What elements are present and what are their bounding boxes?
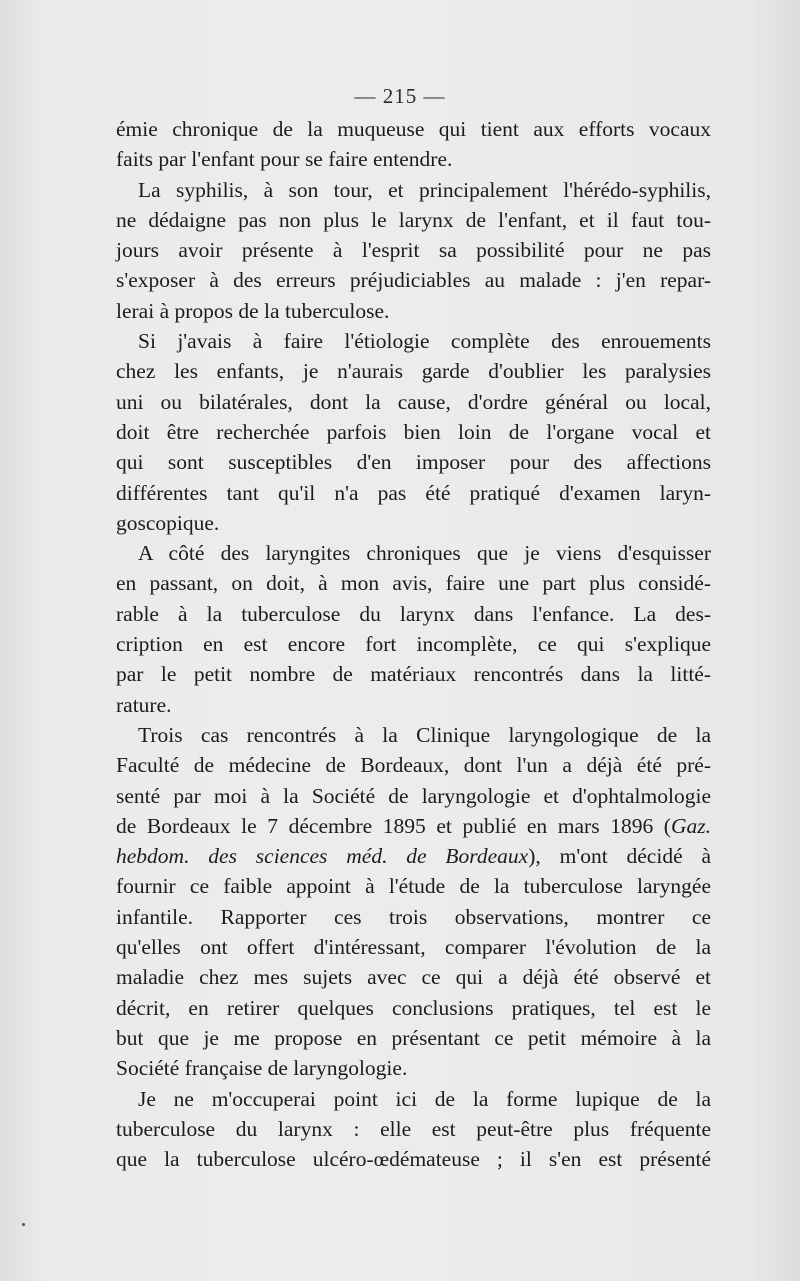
margin-speck: [22, 1223, 25, 1226]
text-line: rature.: [116, 692, 172, 717]
text-line: Société française de laryngologie.: [116, 1056, 408, 1081]
text-line: en passant, on doit, à mon avis, faire une part plus considé-: [116, 571, 711, 596]
text-line: de Bordeaux le 7 décembre 1895 et publié en mars 1896 (Gaz.: [116, 813, 711, 838]
text-line: que la tuberculose ulcéro-œdémateuse ; il s'en est présenté: [116, 1147, 711, 1172]
text-line: Je ne m'occuperai point ici de la forme lupique de la: [138, 1086, 711, 1111]
text-line: chez les enfants, je n'aurais garde d'oublier les paralysies: [116, 359, 711, 384]
page-number: — 215 —: [354, 84, 446, 108]
text-line: hebdom. des sciences méd. de Bordeaux), m'ont décidé à: [116, 844, 711, 869]
text-line: uni ou bilatérales, dont la cause, d'ordre général ou local,: [116, 389, 711, 414]
text-line: senté par moi à la Société de laryngologie et d'ophtalmologie: [116, 783, 711, 808]
text-line: A côté des laryngites chroniques que je viens d'esquisser: [138, 541, 711, 566]
text-line: émie chronique de la muqueuse qui tient aux efforts vocaux: [116, 117, 711, 141]
text-line: qui sont susceptibles d'en imposer pour des affections: [116, 450, 711, 475]
text-line: Faculté de médecine de Bordeaux, dont l'un a déjà été pré-: [116, 753, 711, 778]
text-line: par le petit nombre de matériaux rencontrés dans la litté-: [116, 662, 711, 687]
text-line: lerai à propos de la tuberculose.: [116, 298, 390, 323]
text-line: maladie chez mes sujets avec ce qui a déjà été observé et: [116, 965, 711, 990]
text-line: La syphilis, à son tour, et principalement l'hérédo-syphilis,: [138, 177, 711, 202]
text-line: décrit, en retirer quelques conclusions pratiques, tel est le: [116, 995, 711, 1020]
text-line: différentes tant qu'il n'a pas été pratiqué d'examen laryn-: [116, 480, 711, 505]
text-line: tuberculose du larynx : elle est peut-être plus fréquente: [116, 1116, 711, 1141]
body-text: [116, 114, 711, 1174]
text-line: faits par l'enfant pour se faire entendre.: [116, 147, 453, 172]
text-line: cription en est encore fort incomplète, ce qui s'explique: [116, 632, 711, 657]
text-line: ne dédaigne pas non plus le larynx de l'enfant, et il faut tou-: [116, 207, 711, 232]
text-line: Trois cas rencontrés à la Clinique laryngologique de la: [138, 722, 711, 747]
text-line: fournir ce faible appoint à l'étude de la tuberculose laryngée: [116, 874, 711, 899]
text-line: doit être recherchée parfois bien loin de l'organe vocal et: [116, 419, 711, 444]
text-line: Si j'avais à faire l'étiologie complète des enrouements: [138, 329, 711, 354]
text-line: but que je me propose en présentant ce petit mémoire à la: [116, 1025, 711, 1050]
text-line: rable à la tuberculose du larynx dans l'enfance. La des-: [116, 601, 711, 626]
text-line: qu'elles ont offert d'intéressant, comparer l'évolution de la: [116, 935, 711, 960]
text-line: s'exposer à des erreurs préjudiciables au malade : j'en repar-: [116, 268, 711, 293]
text-line: jours avoir présente à l'esprit sa possibilité pour ne pas: [116, 238, 711, 263]
text-line: goscopique.: [116, 510, 220, 535]
text-line: infantile. Rapporter ces trois observations, montrer ce: [116, 904, 711, 929]
